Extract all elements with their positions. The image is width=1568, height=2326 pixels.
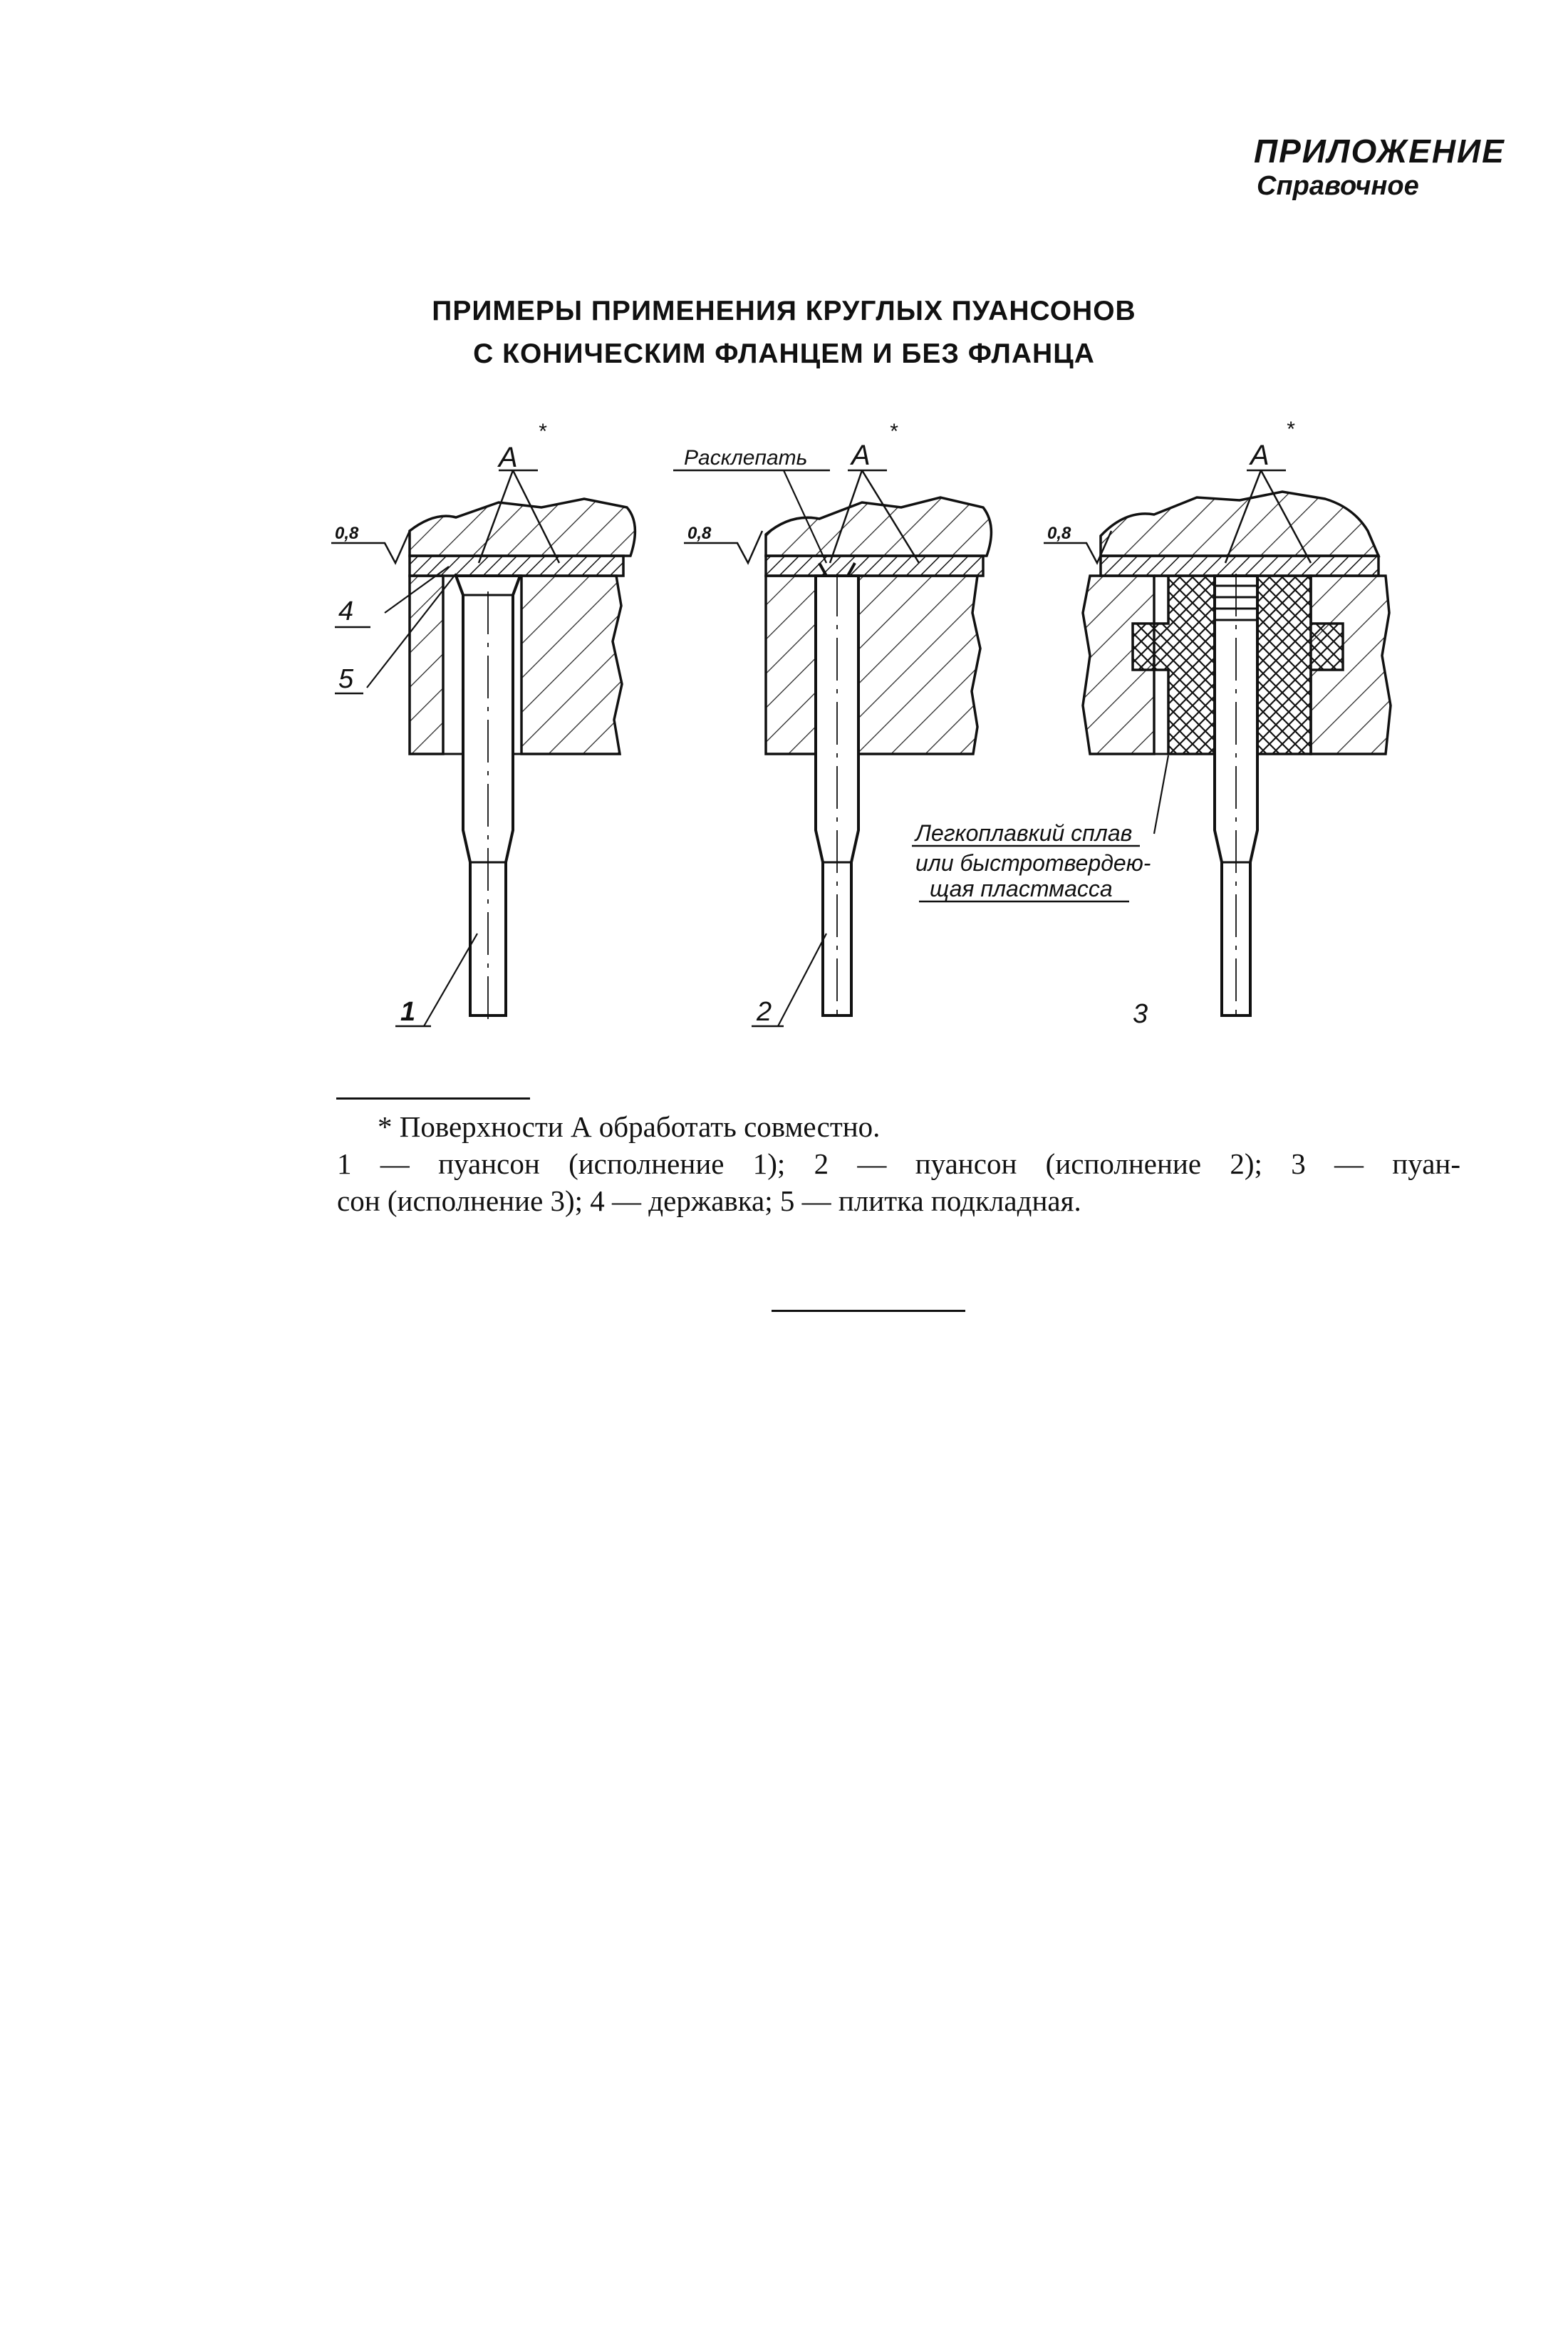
alloy-note-line3: щая пластмасса (930, 876, 1113, 901)
footnote: * Поверхности А обработать совместно. (378, 1110, 881, 1143)
alloy-note-line2: или быстротвердею- (915, 850, 1151, 876)
surface-a-label-3: A (1250, 440, 1270, 471)
legend-line1: 1 — пуансон (исполнение 1); 2 — пуансон (исполнение 2); 3 — пуан- (337, 1147, 1460, 1180)
drawing-punch-3 (1044, 418, 1391, 1029)
roughness-1: 0,8 (335, 524, 359, 543)
legend-line2: сон (исполнение 3); 4 — державка; 5 — плитка подкладная. (337, 1184, 1081, 1217)
callout-2: 2 (757, 997, 772, 1027)
drawing-punch-1 (331, 420, 635, 1027)
alloy-note-line1: Легкоплавкий сплав (915, 820, 1133, 846)
surface-a-label-2: A (851, 440, 871, 471)
asterisk-1: * (538, 420, 546, 443)
footnote-rule (336, 1097, 530, 1100)
end-rule (772, 1310, 965, 1312)
appendix-type: Справочное (1257, 171, 1419, 201)
asterisk-2: * (889, 420, 898, 443)
callout-1: 1 (400, 997, 416, 1027)
rivet-note: Расклепать (684, 446, 808, 470)
callout-5: 5 (338, 664, 354, 694)
page-title-line2: С КОНИЧЕСКИМ ФЛАНЦЕМ И БЕЗ ФЛАНЦА (473, 338, 1095, 369)
surface-a-label-1: A (499, 442, 518, 473)
drawing-punch-2 (673, 420, 1151, 1027)
notes-block (337, 1108, 1460, 1219)
callout-4: 4 (338, 596, 354, 626)
appendix-heading: ПРИЛОЖЕНИЕ (1254, 133, 1505, 170)
punch-drawings (0, 0, 1568, 1069)
roughness-3: 0,8 (1047, 524, 1071, 543)
asterisk-3: * (1286, 418, 1294, 441)
roughness-2: 0,8 (687, 524, 712, 543)
callout-3: 3 (1133, 999, 1148, 1029)
page-title-line1: ПРИМЕРЫ ПРИМЕНЕНИЯ КРУГЛЫХ ПУАНСОНОВ (432, 296, 1136, 326)
